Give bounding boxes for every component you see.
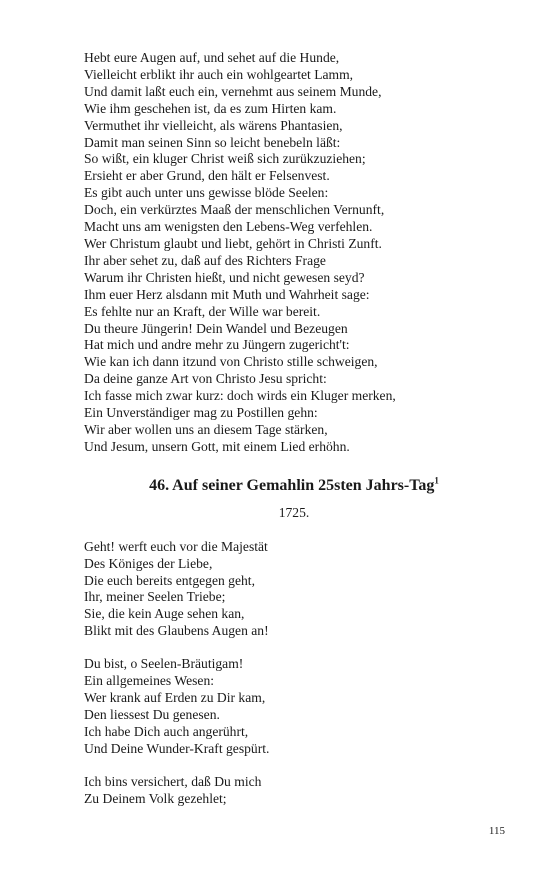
poem-line: Wie kan ich dann itzund von Christo stille schweigen, [84, 354, 378, 370]
footnote-marker[interactable]: 1 [434, 475, 439, 486]
poem-line: Den liessest Du genesen. [84, 706, 220, 722]
poem-line: Du theure Jüngerin! Dein Wandel und Bezeugen [84, 320, 348, 336]
poem-line: Vermuthet ihr vielleicht, als wärens Phantasien, [84, 117, 343, 133]
poem-title-text: 46. Auf seiner Gemahlin 25sten Jahrs-Tag [149, 476, 435, 494]
poem-line: Ich fasse mich zwar kurz: doch wirds ein Kluger merken, [84, 388, 396, 404]
poem-line: Die euch bereits entgegen geht, [84, 572, 255, 588]
poem-line: Du bist, o Seelen-Bräutigam! [84, 656, 244, 672]
page-number: 115 [488, 825, 505, 837]
poem-line: Es gibt auch unter uns gewisse blöde Seelen: [84, 185, 329, 201]
poem-title [84, 476, 504, 496]
page-body [84, 50, 504, 807]
poem-line: Da deine ganze Art von Christo Jesu spricht: [84, 371, 327, 387]
poem-line: Macht uns am wenigsten den Lebens-Weg verfehlen. [84, 219, 373, 235]
poem-line: Hat mich und andre mehr zu Jüngern zugericht't: [84, 337, 350, 353]
poem-line: Wer krank auf Erden zu Dir kam, [84, 690, 266, 705]
poem-line: Es fehlte nur an Kraft, der Wille war bereit. [84, 303, 321, 319]
poem-line: Vielleicht erblikt ihr auch ein wohlgeartet Lamm, [84, 66, 354, 82]
poem-line: Ich bins versichert, daß Du mich [84, 773, 262, 789]
poem-line: Warum ihr Christen hießt, und nicht gewesen seyd? [84, 269, 365, 285]
poem-line: Ein Unverständiger mag zu Postillen gehn: [84, 405, 318, 421]
stanza-3 [84, 774, 504, 808]
poem-line: Zu Deinem Volk gezehlet; [84, 790, 227, 806]
poem-line: Ein allgemeines Wesen: [84, 673, 215, 689]
poem-line: Wir aber wollen uns an diesem Tage stärken, [84, 421, 328, 437]
poem-line: Und Deine Wunder-Kraft gespürt. [84, 740, 270, 756]
poem-line: Hebt eure Augen auf, und sehet auf die Hunde, [84, 50, 340, 65]
poem-line: Damit man seinen Sinn so leicht benebeln läßt: [84, 134, 341, 150]
first-poem-text [84, 50, 504, 456]
poem-line: Ihm euer Herz alsdann mit Muth und Wahrheit sage: [84, 286, 370, 302]
poem-line: Wie ihm geschehen ist, da es zum Hirten kam. [84, 100, 337, 116]
stanza-1 [84, 539, 504, 640]
poem-date: 1725. [278, 504, 310, 520]
stanza-2 [84, 656, 504, 757]
poem-line: Des Königes der Liebe, [84, 555, 213, 571]
poem-line: Ihr aber sehet zu, daß auf des Richters Frage [84, 252, 326, 268]
poem-line: Sie, die kein Auge sehen kan, [84, 606, 245, 622]
poem-line: Ich habe Dich auch angerührt, [84, 723, 249, 739]
poem-line: Blikt mit des Glaubens Augen an! [84, 623, 269, 639]
poem-line: Ihr, meiner Seelen Triebe; [84, 589, 226, 605]
poem-line: Geht! werft euch vor die Majestät [84, 538, 268, 554]
poem-line: Doch, ein verkürztes Maaß der menschlichen Vernunft, [84, 202, 385, 218]
poem-line: So wißt, ein kluger Christ weiß sich zurükzuziehen; [84, 151, 366, 167]
poem-line: Und damit laßt euch ein, vernehmt aus seinem Munde, [84, 83, 382, 99]
poem-line: Wer Christum glaubt und liebt, gehört in Christi Zunft. [84, 235, 382, 251]
poem-line: Und Jesum, unsern Gott, mit einem Lied erhöhn. [84, 438, 350, 454]
poem-line: Ersieht er aber Grund, den hält er Felsenvest. [84, 168, 330, 184]
